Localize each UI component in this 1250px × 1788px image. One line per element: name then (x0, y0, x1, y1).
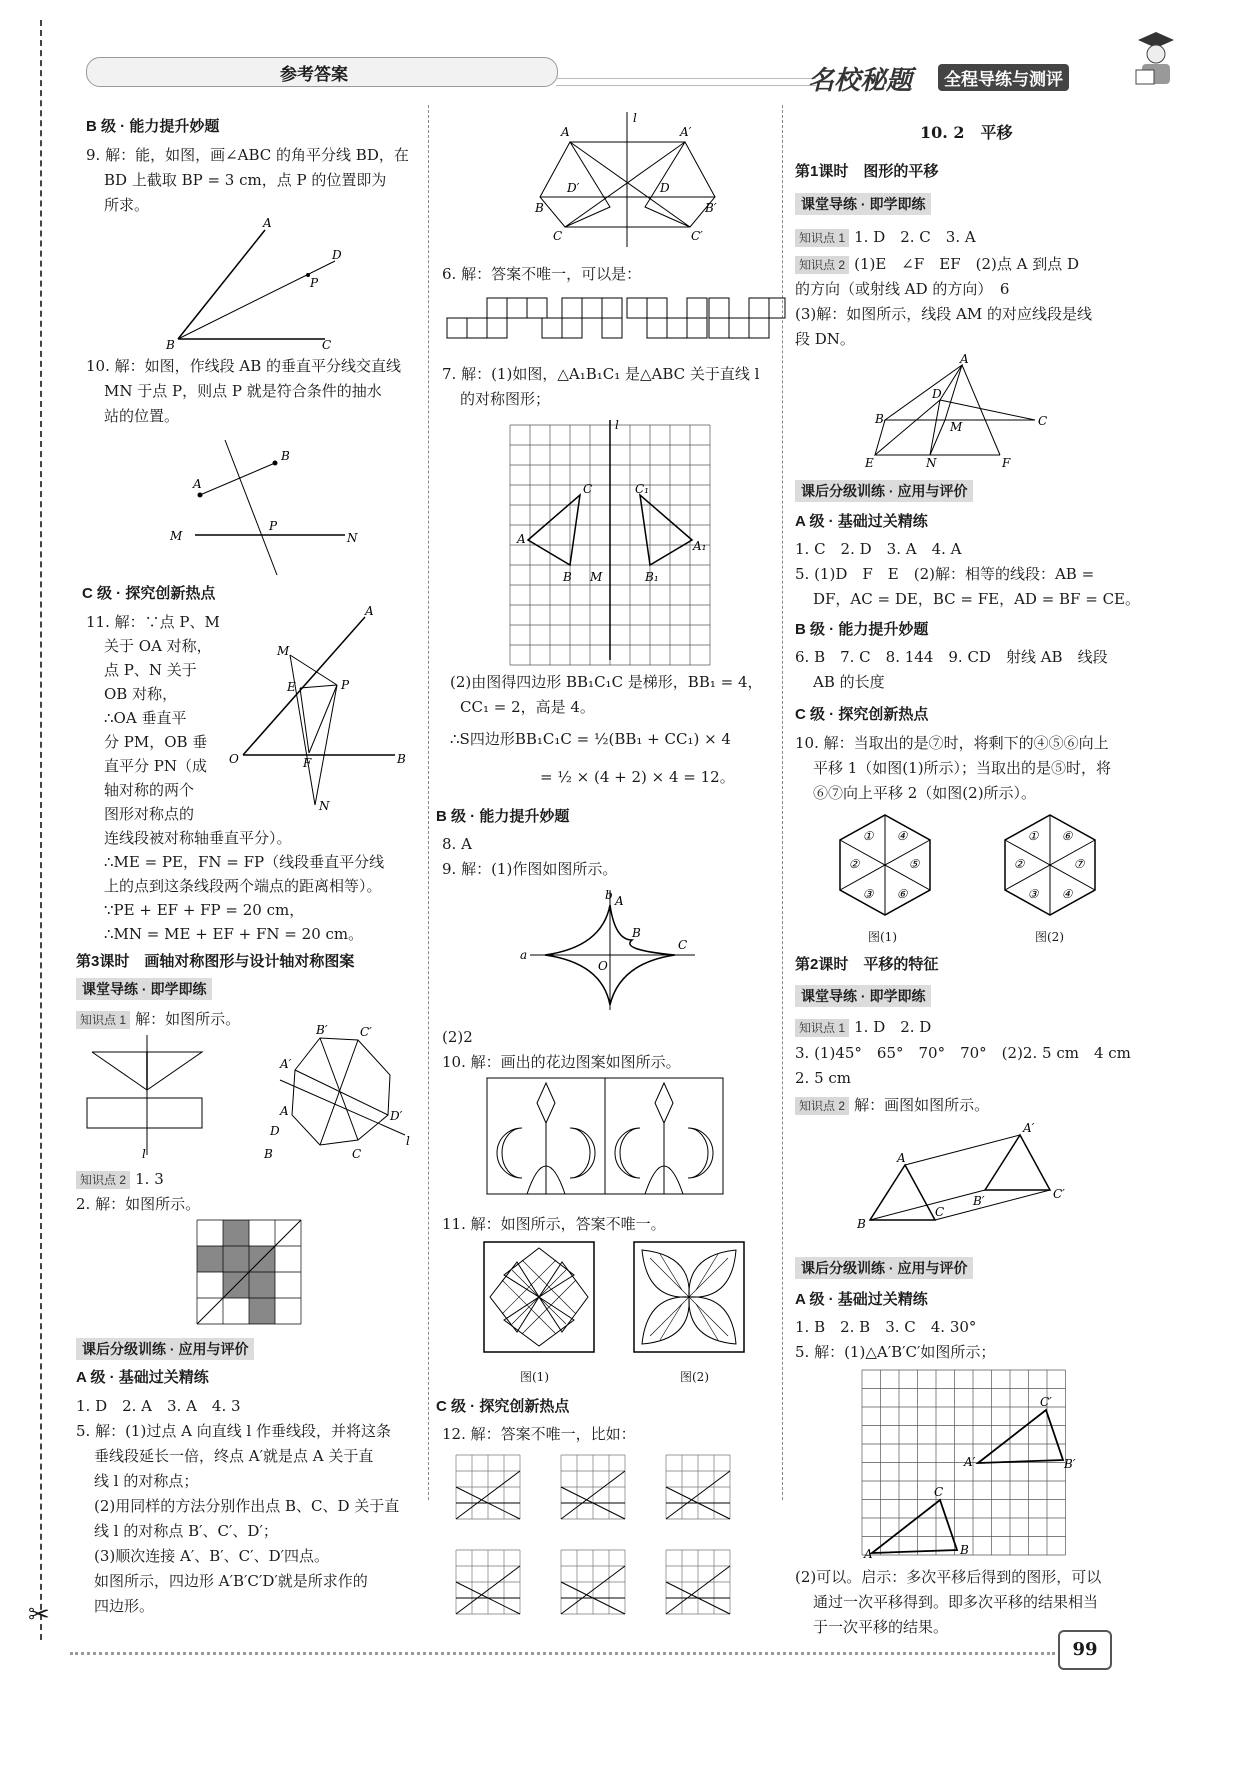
svg-text:A′: A′ (280, 1057, 292, 1071)
q11-l5: 分 PM，OB 垂 (104, 733, 208, 751)
svg-text:C′: C′ (1040, 1395, 1052, 1409)
svg-text:C: C (322, 338, 332, 352)
svg-text:B′: B′ (973, 1194, 985, 1208)
q11-l2: 点 P、N 关于 (104, 661, 197, 679)
svg-text:C′: C′ (691, 229, 703, 243)
svg-text:C: C (352, 1147, 362, 1161)
q10-line2: MN 于点 P，则点 P 就是符合条件的抽水 (104, 382, 382, 400)
svg-text:O: O (598, 959, 608, 973)
col3-kp1 (795, 225, 976, 250)
q5-l3: (2)用同样的方法分别作出点 B、C、D 关于直 (94, 1497, 400, 1515)
svg-text:A: A (897, 1151, 906, 1165)
q11-fig1-caption: 图(1) (520, 1370, 549, 1384)
col3-a-answers: 1. C 2. D 3. A 4. A (795, 540, 962, 558)
col2-b-level: B 级 · 能力提升妙题 (436, 808, 570, 825)
q11-l13: ∴MN = ME + EF + FN = 20 cm。 (104, 925, 364, 943)
q6-net-figures (447, 288, 787, 348)
svg-text:③: ③ (862, 887, 874, 901)
q2-grid-figure (195, 1218, 305, 1328)
svg-text:C₁: C₁ (635, 482, 649, 496)
q7c-l0: ∴S四边形BB₁C₁C = ½(BB₁ + CC₁) × 4 (450, 730, 731, 748)
svg-text:C′: C′ (360, 1025, 372, 1039)
q11-l8: 图形对称点的 (104, 805, 195, 823)
q5-l7: 四边形。 (94, 1597, 155, 1615)
svg-text:B: B (166, 338, 175, 352)
col3-class-practice-tag: 课堂导练 · 即学即练 (795, 193, 931, 215)
svg-text:C: C (935, 1205, 945, 1219)
svg-text:①: ① (1027, 829, 1039, 843)
svg-text:A: A (615, 894, 624, 908)
hexagon-figure-1 (830, 810, 940, 920)
page-number: 99 (1058, 1630, 1112, 1670)
q11-pattern-1 (482, 1240, 597, 1355)
hexagon-figure-2 (995, 810, 1105, 920)
svg-text:P: P (269, 519, 278, 533)
q7b-l1: CC₁ = 2，高是 4。 (460, 698, 595, 716)
col3-q10-l1: 平移 1（如图(1)所示）；当取出的是⑤时，将 (813, 759, 1112, 777)
col3-q5b: 5. 解：(1)△A′B′C′如图所示； (795, 1343, 996, 1361)
q5-l2: 线 l 的对称点； (94, 1472, 199, 1490)
svg-text:B: B (875, 412, 884, 426)
col3-kp2-l1: 的方向（或射线 AD 的方向） 6 (795, 280, 1010, 298)
after-class-tag: 课后分级训练 · 应用与评价 (76, 1338, 254, 1360)
svg-text:A: A (365, 604, 374, 618)
svg-text:A′: A′ (1023, 1121, 1035, 1135)
col3-after-class-tag: 课后分级训练 · 应用与评价 (795, 480, 973, 502)
svg-text:B′: B′ (705, 201, 717, 215)
svg-text:C: C (678, 938, 688, 952)
svg-text:C: C (553, 229, 563, 243)
svg-text:D: D (660, 181, 670, 195)
col1-c-level: C 级 · 探究创新热点 (82, 585, 216, 602)
col3-kp2b (795, 1093, 989, 1118)
col3-section-title: 10. 2 平移 (920, 123, 1013, 142)
q11-l9: 连线段被对称轴垂直平分）。 (104, 829, 292, 847)
svg-text:F: F (303, 756, 312, 770)
col3-kp2-l0: (1)E ∠F EF (2)点 A 到点 D (854, 255, 1080, 273)
svg-text:B: B (960, 1543, 969, 1557)
svg-text:M: M (590, 570, 603, 584)
col2-top-figure (535, 112, 715, 252)
col3-kp2 (795, 252, 1079, 277)
svg-text:A: A (960, 352, 969, 366)
q2-text: 2. 解：如图所示。 (76, 1195, 201, 1213)
col3-q10-l2: ⑥⑦向上平移 2（如图(2)所示）。 (813, 784, 1037, 802)
col3-b-level: B 级 · 能力提升妙题 (795, 621, 929, 638)
header-section: 参考答案 (280, 65, 348, 84)
q7-l0: 7. 解：(1)如图，△A₁B₁C₁ 是△ABC 关于直线 l (442, 365, 760, 383)
svg-text:⑤: ⑤ (908, 857, 920, 871)
col3-q3-l1: 2. 5 cm (795, 1069, 852, 1087)
svg-text:l: l (633, 111, 637, 125)
svg-text:M: M (950, 420, 963, 434)
svg-text:l: l (615, 418, 619, 432)
q9-star-figure (520, 885, 700, 1015)
mascot-icon (1130, 30, 1182, 88)
q11-l11: 上的点到这条线段两个端点的距离相等）。 (104, 877, 382, 895)
col2-q11: 11. 解：如图所示，答案不唯一。 (442, 1215, 666, 1233)
col1-a-level: A 级 · 基础过关精练 (76, 1369, 209, 1386)
q12-grid-solutions (448, 1450, 768, 1630)
svg-text:N: N (347, 531, 358, 545)
svg-text:E: E (287, 680, 296, 694)
svg-text:C: C (583, 482, 593, 496)
q7-l1: 的对称图形； (460, 390, 551, 408)
col1-kp2 (76, 1167, 164, 1192)
kp2-text: 1. 3 (135, 1170, 164, 1188)
q11-pattern-2 (632, 1240, 747, 1355)
brand-slogan: 全程导练与测评 (938, 64, 1069, 91)
col3-kp1b-text: 1. D 2. D (854, 1018, 932, 1036)
col2-q10: 10. 解：画出的花边图案如图所示。 (442, 1053, 681, 1071)
col3-class-practice (795, 193, 931, 215)
kp1-tag: 知识点 1 (76, 1011, 130, 1029)
svg-text:A: A (280, 1104, 289, 1118)
col3-class-practice2 (795, 985, 931, 1007)
q11-l6: 直平分 PN（成 (104, 757, 207, 775)
q11-l12: ∵PE + EF + FP = 20 cm， (104, 901, 305, 919)
col3-kp2-l2: (3)解：如图所示，线段 AM 的对应线段是线 (795, 305, 1092, 323)
col1-after-class (76, 1338, 254, 1360)
svg-text:②: ② (848, 857, 860, 871)
col2-c-level: C 级 · 探究创新热点 (436, 1398, 570, 1415)
svg-text:B: B (397, 752, 406, 766)
kp2-tag: 知识点 2 (76, 1171, 130, 1189)
lesson3-title (76, 950, 354, 971)
col-divider-1 (428, 105, 429, 1500)
col3-kp2b-tag: 知识点 2 (795, 1097, 849, 1115)
col3-class-practice2-tag: 课堂导练 · 即学即练 (795, 985, 931, 1007)
svg-text:D: D (932, 387, 942, 401)
svg-text:D: D (270, 1124, 280, 1138)
svg-text:P: P (310, 276, 319, 290)
q11-l1: 关于 OA 对称， (104, 637, 212, 655)
svg-text:A₁: A₁ (693, 539, 707, 553)
q11-l3: OB 对称， (104, 685, 178, 703)
svg-text:A: A (561, 125, 570, 139)
col3-translation-figure-1 (860, 352, 1060, 470)
cut-line (40, 20, 42, 1640)
hex-fig2-caption: 图(2) (1035, 930, 1064, 944)
q5-l4: 线 l 的对称点 B′、C′、D′； (94, 1522, 278, 1540)
svg-text:A′: A′ (964, 1455, 976, 1469)
svg-text:B′: B′ (1064, 1457, 1076, 1471)
col1-class-practice (76, 978, 212, 1000)
class-practice-tag: 课堂导练 · 即学即练 (76, 978, 212, 1000)
svg-text:D′: D′ (567, 181, 580, 195)
col3-kp2-tag: 知识点 2 (795, 256, 849, 274)
q11-l10: ∴ME = PE，FN = FP（线段垂直平分线 (104, 853, 385, 871)
q5-l5: (3)顺次连接 A′、B′、C′、D′四点。 (94, 1547, 329, 1565)
svg-text:A: A (263, 216, 272, 230)
col3-a-level: A 级 · 基础过关精练 (795, 513, 928, 530)
col3-q5-l0: 5. (1)D F E (2)解：相等的线段：AB = (795, 565, 1095, 583)
svg-text:⑥: ⑥ (1061, 829, 1073, 843)
svg-text:④: ④ (896, 829, 908, 843)
q7c-l1: = ½ × (4 + 2) × 4 = 12。 (540, 768, 735, 786)
q9-angle-figure (160, 215, 360, 350)
col3-c-level: C 级 · 探究创新热点 (795, 706, 929, 723)
q5-l6: 如图所示，四边形 A′B′C′D′就是所求作的 (94, 1572, 368, 1590)
col3-after-class2-tag: 课后分级训练 · 应用与评价 (795, 1257, 973, 1279)
q10-perpendicular-figure (165, 430, 365, 580)
col2-q9b: (2)2 (442, 1028, 473, 1046)
col3-lesson1: 第1课时 图形的平移 (795, 163, 939, 180)
svg-text:⑥: ⑥ (896, 887, 908, 901)
col3-lesson2: 第2课时 平移的特征 (795, 956, 939, 973)
svg-text:B′: B′ (316, 1023, 328, 1037)
col3-kp1-tag: 知识点 1 (795, 229, 849, 247)
col3-q5-grid-figure (860, 1368, 1085, 1560)
q5-l1: 垂线段延长一倍，终点 A′就是点 A 关于直 (94, 1447, 374, 1465)
svg-text:N: N (926, 456, 937, 470)
col3-after-class (795, 480, 973, 502)
svg-text:A′: A′ (680, 125, 692, 139)
kp1-text: 解：如图所示。 (135, 1010, 241, 1028)
q5-l0: 5. 解：(1)过点 A 向直线 l 作垂线段，并将这条 (76, 1422, 392, 1440)
svg-text:B: B (857, 1217, 866, 1231)
q11-l7: 轴对称的两个 (104, 781, 195, 799)
lesson3-label: 第3课时 画轴对称图形与设计轴对称图案 (76, 953, 355, 970)
svg-text:F: F (1002, 456, 1011, 470)
col3-b-ans-l0: 6. B 7. C 8. 144 9. CD 射线 AB 线段 (795, 648, 1108, 666)
col3-a-level2: A 级 · 基础过关精练 (795, 1291, 928, 1308)
kp1-symmetric-figure-b (240, 1020, 410, 1165)
svg-text:N: N (319, 799, 330, 813)
col1-b-level: B 级 · 能力提升妙题 (86, 118, 220, 135)
svg-text:b: b (605, 888, 613, 902)
col3-q10-l0: 10. 解：当取出的是⑦时，将剩下的④⑤⑥向上 (795, 734, 1109, 752)
svg-text:P: P (341, 678, 350, 692)
footer-dots (70, 1652, 1055, 1655)
header-rule (556, 78, 816, 86)
svg-text:C: C (934, 1485, 944, 1499)
svg-text:O: O (229, 752, 239, 766)
col3-a-answers2: 1. B 2. B 3. C 4. 30° (795, 1318, 977, 1336)
q9-line1: 9. 解：能，如图，画∠ABC 的角平分线 BD，在 (86, 146, 409, 164)
col2-q9: 9. 解：(1)作图如图所示。 (442, 860, 618, 878)
svg-text:M: M (277, 644, 290, 658)
col3-q5c-l1: 通过一次平移得到。即多次平移的结果相当 (813, 1593, 1099, 1611)
svg-text:l: l (406, 1134, 410, 1148)
col1-a-answers: 1. D 2. A 3. A 4. 3 (76, 1397, 241, 1415)
q9-line3: 所求。 (104, 196, 150, 214)
q10-line3: 站的位置。 (104, 407, 180, 425)
col3-q5c-l0: (2)可以。启示：多次平移后得到的图形，可以 (795, 1568, 1102, 1586)
svg-text:C: C (1038, 414, 1048, 428)
col3-after-class2 (795, 1257, 973, 1279)
svg-text:A: A (517, 532, 526, 546)
col2-q8: 8. A (442, 835, 472, 853)
svg-text:B: B (535, 201, 544, 215)
svg-text:③: ③ (1027, 887, 1039, 901)
q10-border-pattern (487, 1078, 727, 1198)
svg-text:②: ② (1013, 857, 1025, 871)
hex-fig1-caption: 图(1) (868, 930, 897, 944)
q11-l0: 11. 解：∵点 P、M (86, 613, 220, 631)
col3-q5c-l2: 于一次平移的结果。 (813, 1618, 949, 1636)
svg-text:A: A (864, 1547, 873, 1561)
brand-logo: 名校秘题 (808, 66, 913, 96)
svg-text:a: a (520, 948, 528, 962)
svg-text:⑦: ⑦ (1073, 857, 1085, 871)
svg-text:B: B (264, 1147, 273, 1161)
col3-kp1b-tag: 知识点 1 (795, 1019, 849, 1037)
q11-l4: ∴OA 垂直平 (104, 709, 187, 727)
col3-kp2b-text: 解：画图如图所示。 (854, 1096, 990, 1114)
svg-text:④: ④ (1061, 887, 1073, 901)
q10-line1: 10. 解：如图，作线段 AB 的垂直平分线交直线 (86, 357, 402, 375)
svg-text:B: B (563, 570, 572, 584)
scissors-icon: ✂ (28, 1600, 50, 1630)
col3-kp2-l3: 段 DN。 (795, 330, 855, 348)
col3-b-ans-l1: AB 的长度 (813, 673, 885, 691)
col2-q6: 6. 解：答案不唯一，可以是： (442, 265, 642, 283)
svg-text:l: l (142, 1147, 146, 1161)
svg-text:A: A (193, 477, 202, 491)
col3-q3-l0: 3. (1)45° 65° 70° 70° (2)2. 5 cm 4 cm (795, 1044, 1131, 1062)
svg-text:B: B (281, 449, 290, 463)
q7b-l0: (2)由图得四边形 BB₁C₁C 是梯形，BB₁ = 4， (450, 673, 763, 691)
q11-fig2-caption: 图(2) (680, 1370, 709, 1384)
q9-line2: BD 上截取 BP = 3 cm，点 P 的位置即为 (104, 171, 387, 189)
col3-kp1b (795, 1015, 931, 1040)
svg-text:D′: D′ (390, 1109, 403, 1123)
col3-translation-figure-2 (855, 1120, 1065, 1235)
svg-text:E: E (865, 456, 874, 470)
svg-text:B₁: B₁ (645, 570, 659, 584)
svg-text:C′: C′ (1053, 1187, 1065, 1201)
col1-kp1 (76, 1007, 240, 1032)
svg-text:M: M (170, 529, 183, 543)
col2-q12: 12. 解：答案不唯一，比如： (442, 1425, 636, 1443)
kp1-symmetric-figure-a (82, 1030, 207, 1160)
q7-grid-figure (505, 415, 715, 665)
col3-q5-l1: DF，AC = DE，BC = FE，AD = BF = CE。 (813, 590, 1140, 608)
svg-text:D: D (332, 248, 342, 262)
svg-text:B: B (632, 926, 641, 940)
q11-reflection-figure (225, 605, 410, 815)
svg-text:①: ① (862, 829, 874, 843)
col3-kp1-text: 1. D 2. C 3. A (854, 228, 976, 246)
